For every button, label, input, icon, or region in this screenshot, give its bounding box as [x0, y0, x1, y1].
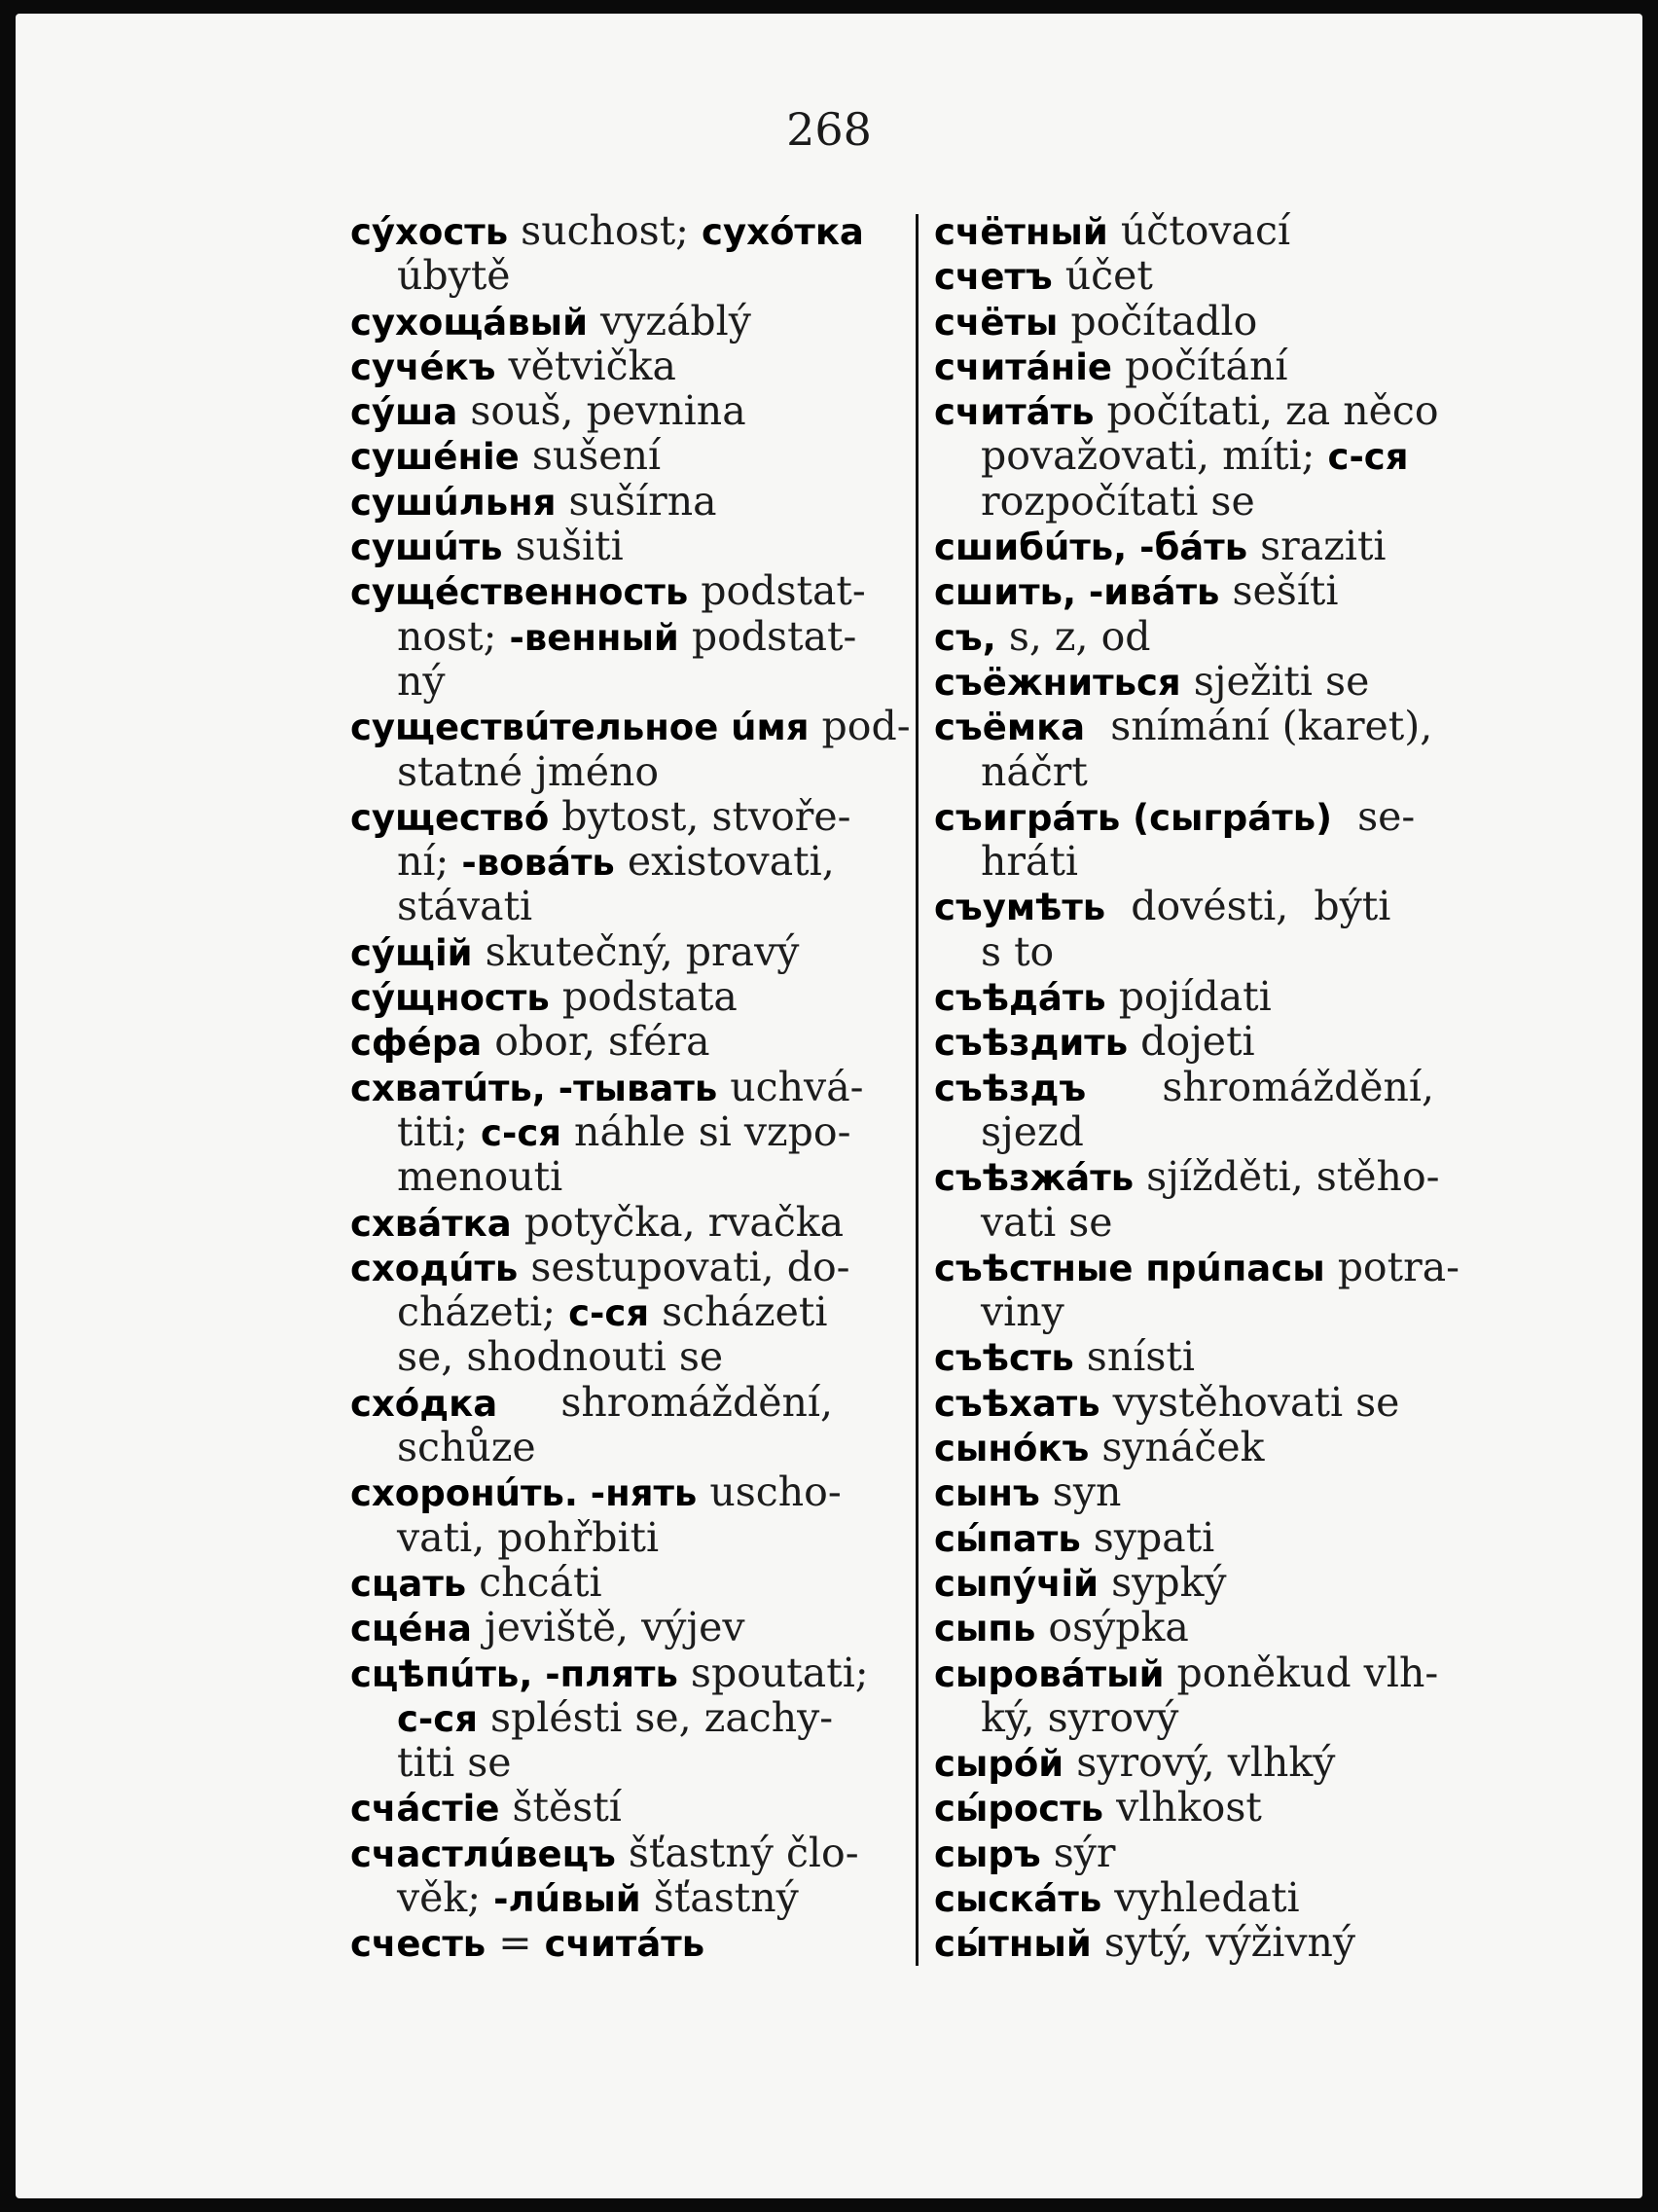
dictionary-line: [934, 1560, 1518, 1605]
dictionary-line: [934, 344, 1518, 388]
dictionary-line: [934, 1154, 1518, 1199]
dictionary-line: [350, 299, 915, 344]
definition-text: ní;: [397, 838, 462, 886]
headword: сы́тный: [934, 1923, 1092, 1966]
headword: сушúльня: [350, 481, 557, 524]
definition-text: sjížděti, stěho-: [1134, 1153, 1440, 1201]
definition-text: obor, sféra: [482, 1018, 710, 1066]
definition-text: existovati,: [614, 838, 835, 886]
headword: с-ся: [1327, 436, 1409, 479]
definition-text: =: [486, 1919, 545, 1967]
definition-text: sraziti: [1247, 523, 1387, 570]
definition-text: synáček: [1089, 1424, 1265, 1471]
definition-text: sypati: [1080, 1513, 1215, 1561]
dictionary-line: [350, 1560, 915, 1605]
dictionary-line: [934, 659, 1518, 704]
definition-text: shromáždění,: [497, 1378, 834, 1426]
definition-text: viny: [981, 1288, 1064, 1336]
dictionary-line: [934, 1289, 1518, 1334]
definition-text: vlhkost: [1103, 1784, 1262, 1831]
definition-text: vati, pohřbiti: [397, 1513, 660, 1561]
definition-text: sestupovati, do-: [518, 1243, 850, 1290]
dictionary-line: [934, 1650, 1518, 1695]
headword: -венный: [509, 616, 679, 659]
definition-text: podstata: [549, 973, 738, 1021]
headword: счетъ: [934, 256, 1053, 299]
dictionary-line: [934, 1334, 1518, 1379]
dictionary-line: [350, 344, 915, 388]
headword: съѣздъ: [934, 1067, 1087, 1109]
definition-text: štěstí: [499, 1784, 622, 1831]
definition-text: účet: [1052, 252, 1153, 300]
definition-text: náhle si vzpo-: [561, 1107, 851, 1155]
dictionary-line: [350, 749, 915, 794]
definition-text: s, z, od: [995, 612, 1151, 660]
headword: сцѣпúть, -плять: [350, 1652, 678, 1695]
definition-text: vyhledati: [1101, 1873, 1300, 1921]
dictionary-line: [934, 1875, 1518, 1920]
definition-text: pojídati: [1105, 973, 1272, 1021]
headword: сынóкъ: [934, 1428, 1090, 1470]
definition-text: sušírna: [556, 477, 717, 525]
dictionary-line: [934, 433, 1518, 478]
definition-text: ný: [397, 657, 446, 705]
definition-text: ký, syrový: [981, 1693, 1179, 1741]
dictionary-line: [934, 1515, 1518, 1560]
definition-text: dojeti: [1128, 1018, 1255, 1066]
definition-text: se-: [1332, 792, 1416, 840]
headword: сýщій: [350, 931, 473, 974]
headword: сшить, -ивáть: [934, 571, 1220, 614]
definition-text: sjezd: [981, 1107, 1084, 1155]
dictionary-line: [350, 208, 915, 253]
dictionary-line: [934, 929, 1518, 974]
definition-text: vyzáblý: [588, 297, 751, 344]
headword: сыпь: [934, 1608, 1036, 1650]
definition-text: titi se: [397, 1739, 512, 1787]
definition-text: splésti se, zachy-: [477, 1693, 834, 1741]
dictionary-line: [350, 1289, 915, 1334]
headword: съёжниться: [934, 661, 1181, 704]
dictionary-line: [350, 1605, 915, 1650]
headword: схвáтка: [350, 1202, 512, 1245]
definition-text: sešíti: [1219, 567, 1339, 615]
dictionary-line: [350, 479, 915, 524]
headword: существúтельное úмя: [350, 707, 810, 749]
headword: с-ся: [397, 1697, 478, 1740]
headword: счáстіе: [350, 1788, 500, 1831]
headword: сырóй: [934, 1743, 1064, 1786]
definition-text: vystěhovati se: [1099, 1378, 1400, 1426]
page-number: 268: [786, 103, 872, 156]
dictionary-line: [934, 614, 1518, 659]
headword: сцать: [350, 1562, 467, 1605]
dictionary-line: [350, 1380, 915, 1425]
headword: съёмка: [934, 707, 1086, 749]
dictionary-line: [350, 1200, 915, 1245]
definition-text: pod-: [809, 703, 911, 750]
definition-text: podstat-: [678, 612, 857, 660]
dictionary-line: [350, 1740, 915, 1785]
dictionary-line: [350, 1469, 915, 1514]
dictionary-line: [934, 794, 1518, 839]
definition-text: sušiti: [502, 523, 624, 570]
dictionary-line: [934, 479, 1518, 524]
definition-text: sježiti se: [1180, 657, 1370, 705]
headword: счесть: [350, 1923, 487, 1966]
dictionary-line: [350, 1695, 915, 1740]
headword: съѣздить: [934, 1022, 1129, 1065]
definition-text: spoutati;: [677, 1649, 869, 1696]
dictionary-line: [934, 1831, 1518, 1875]
headword: сýша: [350, 391, 458, 434]
definition-text: menouti: [397, 1153, 563, 1201]
headword: счастлúвецъ: [350, 1832, 616, 1875]
definition-text: dovésti, býti: [1105, 883, 1391, 930]
dictionary-line: [350, 1425, 915, 1469]
dictionary-line: [934, 839, 1518, 884]
definition-text: šťastný: [640, 1873, 799, 1921]
dictionary-line: [934, 749, 1518, 794]
definition-text: počítati, za něco: [1094, 387, 1439, 435]
definition-text: věk;: [397, 1873, 494, 1921]
headword: сущéственность: [350, 571, 689, 614]
definition-text: účtovací: [1107, 207, 1291, 254]
definition-text: snímání (karet),: [1085, 703, 1433, 750]
dictionary-line: [934, 1920, 1518, 1965]
dictionary-line: [350, 1154, 915, 1199]
headword: сухóтка: [702, 211, 864, 253]
headword: сýхость: [350, 211, 509, 253]
dictionary-line: [934, 1425, 1518, 1469]
headword: счёты: [934, 301, 1059, 344]
dictionary-line: [934, 1109, 1518, 1154]
headword: считáть: [934, 391, 1095, 434]
dictionary-line: [350, 1245, 915, 1289]
headword: съѣсть: [934, 1337, 1074, 1380]
definition-text: snísti: [1073, 1333, 1195, 1381]
headword: сфéра: [350, 1022, 483, 1065]
headword: сшибúть, -бáть: [934, 526, 1248, 569]
definition-text: shromáždění,: [1086, 1063, 1435, 1110]
dictionary-line: [350, 1920, 915, 1965]
headword: схватúть, -тывать: [350, 1067, 718, 1109]
dictionary-line: [350, 524, 915, 568]
definition-text: statné jméno: [397, 747, 660, 795]
headword: сцéна: [350, 1608, 472, 1650]
dictionary-line: [934, 1740, 1518, 1785]
definition-text: cházeti;: [397, 1288, 569, 1336]
dictionary-line: [934, 704, 1518, 748]
dictionary-line: [350, 1831, 915, 1875]
dictionary-line: [934, 253, 1518, 298]
dictionary-line: [350, 1515, 915, 1560]
definition-text: suchost;: [508, 207, 703, 254]
definition-text: potyčka, rvačka: [511, 1198, 845, 1246]
headword: существó: [350, 796, 550, 839]
dictionary-line: [350, 614, 915, 659]
dictionary-line: [350, 794, 915, 839]
dictionary-line: [934, 1469, 1518, 1514]
definition-text: souš, pevnina: [457, 387, 746, 435]
headword: считáніе: [934, 345, 1113, 388]
definition-text: se, shodnouti se: [397, 1333, 724, 1381]
definition-text: sytý, výživný: [1091, 1919, 1356, 1967]
dictionary-line: [934, 388, 1518, 433]
definition-text: úbytě: [397, 252, 511, 300]
dictionary-line: [350, 1650, 915, 1695]
headword: схóдка: [350, 1382, 498, 1425]
definition-text: bytost, stvoře-: [549, 792, 851, 840]
dictionary-line: [350, 1109, 915, 1154]
headword: -лúвый: [493, 1877, 641, 1920]
definition-text: nost;: [397, 612, 510, 660]
headword: сы́рость: [934, 1788, 1104, 1831]
headword: -вовáть: [461, 842, 615, 885]
dictionary-line: [350, 1065, 915, 1109]
definition-text: náčrt: [981, 747, 1088, 795]
definition-text: stávati: [397, 883, 533, 930]
dictionary-line: [350, 974, 915, 1019]
dictionary-line: [934, 1245, 1518, 1289]
headword: сыпýчій: [934, 1562, 1099, 1605]
headword: сушéніе: [350, 436, 520, 479]
definition-text: skutečný, pravý: [472, 927, 800, 975]
definition-text: poněkud vlh-: [1164, 1649, 1439, 1696]
headword: сухощáвый: [350, 301, 589, 344]
headword: сýщность: [350, 977, 550, 1020]
definition-text: sypký: [1099, 1558, 1227, 1606]
headword: сынъ: [934, 1472, 1040, 1515]
headword: с-ся: [568, 1292, 650, 1335]
dictionary-line: [350, 704, 915, 748]
dictionary-line: [350, 433, 915, 478]
definition-text: šťastný člo-: [615, 1829, 859, 1876]
definition-text: hráti: [981, 838, 1079, 886]
dictionary-line: [350, 1785, 915, 1830]
dictionary-line: [934, 1380, 1518, 1425]
dictionary-line: [934, 1065, 1518, 1109]
headword: считáть: [544, 1923, 705, 1966]
dictionary-line: [350, 253, 915, 298]
definition-text: titi;: [397, 1107, 482, 1155]
definition-text: rozpočítati se: [981, 477, 1255, 525]
dictionary-line: [934, 568, 1518, 613]
dictionary-line: [350, 1875, 915, 1920]
headword: сыскáть: [934, 1877, 1102, 1920]
dictionary-line: [350, 1334, 915, 1379]
dictionary-line: [934, 1200, 1518, 1245]
headword: съѣстные прúпасы: [934, 1247, 1325, 1289]
dictionary-line: [350, 929, 915, 974]
dictionary-line: [934, 1695, 1518, 1740]
dictionary-page: [16, 14, 1642, 2198]
headword: сушúть: [350, 526, 503, 569]
definition-text: sýr: [1040, 1829, 1116, 1876]
definition-text: scházeti: [649, 1288, 828, 1336]
dictionary-line: [934, 208, 1518, 253]
headword: съ,: [934, 616, 996, 659]
dictionary-line: [350, 884, 915, 928]
column-divider: [916, 214, 919, 1966]
dictionary-line: [350, 659, 915, 704]
dictionary-line: [934, 299, 1518, 344]
headword: съумѣть: [934, 887, 1106, 929]
definition-text: sušení: [519, 432, 662, 480]
headword: сучéкъ: [350, 345, 496, 388]
headword: схоронúть. -нять: [350, 1472, 698, 1515]
dictionary-line: [934, 884, 1518, 928]
right-column: [934, 208, 1518, 1966]
dictionary-line: [350, 568, 915, 613]
headword: съигрáть (сыгрáть): [934, 796, 1333, 839]
definition-text: považovati, míti;: [981, 432, 1328, 480]
definition-text: počítání: [1112, 342, 1288, 389]
definition-text: počítadlo: [1058, 297, 1258, 344]
definition-text: uchvá-: [717, 1063, 864, 1110]
headword: сыръ: [934, 1832, 1041, 1875]
dictionary-line: [934, 524, 1518, 568]
definition-text: s to: [981, 927, 1055, 975]
dictionary-line: [934, 1605, 1518, 1650]
headword: съѣзжáть: [934, 1157, 1135, 1200]
dictionary-line: [934, 1785, 1518, 1830]
dictionary-line: [934, 1019, 1518, 1064]
definition-text: vati se: [981, 1198, 1113, 1246]
definition-text: syn: [1039, 1469, 1122, 1516]
definition-text: jeviště, výjev: [471, 1604, 745, 1651]
headword: съѣдáть: [934, 977, 1106, 1020]
headword: счётный: [934, 211, 1108, 253]
definition-text: uscho-: [697, 1469, 842, 1516]
definition-text: schůze: [397, 1424, 536, 1471]
dictionary-line: [350, 839, 915, 884]
left-column: [350, 208, 915, 1966]
definition-text: syrový, vlhký: [1063, 1739, 1336, 1787]
dictionary-line: [934, 974, 1518, 1019]
definition-text: chcáti: [466, 1558, 602, 1606]
dictionary-line: [350, 1019, 915, 1064]
headword: сходúть: [350, 1247, 519, 1289]
headword: с-ся: [481, 1111, 562, 1154]
headword: съѣхать: [934, 1382, 1100, 1425]
headword: сы́пать: [934, 1517, 1081, 1560]
dictionary-line: [350, 388, 915, 433]
definition-text: potra-: [1324, 1243, 1460, 1290]
headword: сыровáтый: [934, 1652, 1165, 1695]
definition-text: osýpka: [1035, 1604, 1189, 1651]
definition-text: podstat-: [688, 567, 866, 615]
definition-text: větvička: [495, 342, 676, 389]
